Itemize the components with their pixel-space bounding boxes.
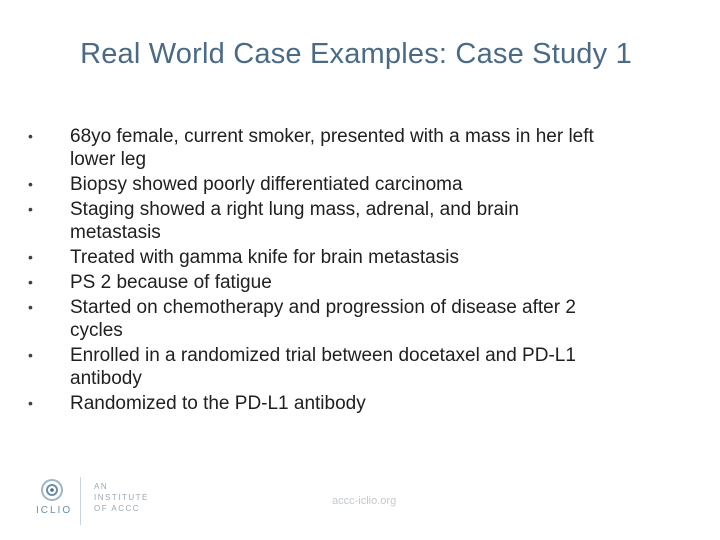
bullet-list	[28, 125, 688, 417]
list-item: • 68yo female, current smoker, presented with a mass in her left lower leg	[28, 126, 594, 170]
bullet-dot: •	[28, 347, 33, 363]
list-item: • Enrolled in a randomized trial between docetaxel and PD-L1 antibody	[28, 345, 576, 389]
bullet-dot: •	[28, 176, 33, 192]
bullet-dot: •	[28, 395, 33, 411]
list-item: • PS 2 because of fatigue	[28, 272, 272, 293]
footer-divider	[80, 477, 81, 525]
bullet-dot: •	[28, 299, 33, 315]
list-item: • Biopsy showed poorly differentiated carcinoma	[28, 174, 463, 195]
list-item: • Started on chemotherapy and progression of disease after 2 cycles	[28, 297, 576, 341]
bullet-dot: •	[28, 201, 33, 217]
list-item: • Treated with gamma knife for brain metastasis	[28, 247, 459, 268]
list-item: • Staging showed a right lung mass, adrenal, and brain metastasis	[28, 199, 519, 243]
bullet-dot: •	[28, 249, 33, 265]
iclio-logo-icon	[32, 478, 72, 528]
bullet-dot: •	[28, 274, 33, 290]
bullet-dot: •	[28, 128, 33, 144]
footer-url[interactable]: accc-iclio.org	[332, 495, 397, 507]
logo-wordmark: ICLIO	[36, 505, 73, 516]
slide-title: Real World Case Examples: Case Study 1	[80, 38, 632, 70]
institute-label: AN INSTITUTE OF ACCC	[94, 482, 149, 513]
list-item: • Randomized to the PD-L1 antibody	[28, 393, 366, 414]
